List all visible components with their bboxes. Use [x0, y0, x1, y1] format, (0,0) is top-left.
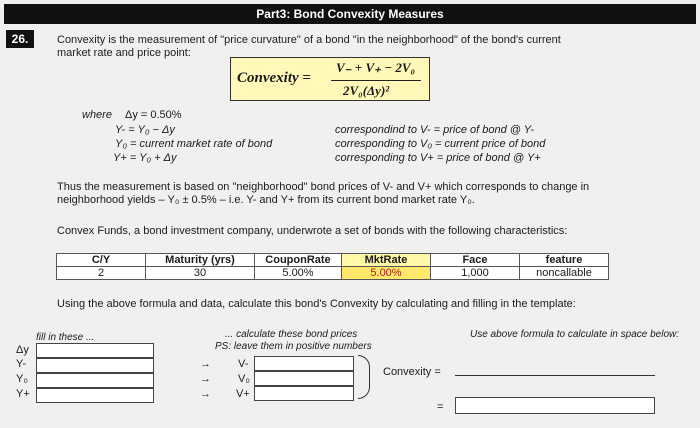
convexity-work-line [455, 375, 655, 376]
vminus-input[interactable] [254, 356, 354, 371]
header-coupon: CouponRate [255, 254, 342, 267]
arrow-right-icon: → [200, 358, 211, 370]
arrow-right-icon: → [200, 373, 211, 385]
cell-mktrate: 5.00% [342, 267, 431, 280]
dy-input[interactable] [36, 343, 154, 358]
cell-feature: noncallable [520, 267, 609, 280]
fill-note: fill in these ... [36, 332, 95, 343]
def-yminus: Y- = Y₀ − Δy [115, 124, 175, 136]
cell-maturity: 30 [146, 267, 255, 280]
where-label: where [82, 109, 112, 121]
convexity-formula [230, 57, 430, 101]
label-vminus: V- [238, 358, 249, 370]
formula-numerator: V₋ + V₊ − 2V₀ [336, 60, 416, 75]
fraction-bar [331, 80, 421, 81]
equals-sign: = [437, 401, 444, 413]
bond-characteristics-table [56, 253, 609, 280]
def-v0: corresponding to V₀ = current price of bond [335, 138, 546, 150]
yminus-input[interactable] [36, 358, 154, 373]
page-title: Part3: Bond Convexity Measures [4, 4, 696, 24]
y0-input[interactable] [36, 373, 154, 388]
right-brace [358, 355, 370, 399]
formula-denominator: 2V₀(Δy)² [343, 83, 390, 98]
yplus-input[interactable] [36, 388, 154, 403]
question-number: 26. [6, 30, 34, 48]
def-yplus: Y+ = Y₀ + Δy [113, 152, 177, 164]
label-vplus: V+ [236, 388, 250, 400]
header-maturity: Maturity (yrs) [146, 254, 255, 267]
convex-funds-text: Convex Funds, a bond investment company, underwrote a set of bonds with the following characteristics: [57, 225, 568, 237]
convexity-answer-input[interactable] [455, 397, 655, 414]
arrow-right-icon: → [200, 388, 211, 400]
formula-lhs: Convexity = [237, 70, 311, 86]
def-vplus: corresponding to V+ = price of bond @ Y+ [335, 152, 541, 164]
cell-face: 1,000 [431, 267, 520, 280]
label-yplus: Y+ [16, 388, 30, 400]
def-vminus: correspondind to V- = price of bond @ Y- [335, 124, 534, 136]
thus-line-1: Thus the measurement is based on "neighborhood" bond prices of V- and V+ which corresponds to change in [57, 181, 590, 193]
vplus-input[interactable] [254, 386, 354, 401]
calc-note-1: ... calculate these bond prices [225, 329, 358, 340]
def-dy: Δy = 0.50% [125, 109, 182, 121]
intro-line-2: market rate and price point: [57, 47, 191, 59]
use-note: Use above formula to calculate in space below: [470, 329, 680, 340]
v0-input[interactable] [254, 371, 354, 386]
header-cy: C/Y [57, 254, 146, 267]
instructions-text: Using the above formula and data, calculate this bond's Convexity by calculating and filling in the template: [57, 298, 576, 310]
label-y0: Y₀ [16, 373, 28, 385]
def-y0: Y₀ = current market rate of bond [115, 138, 273, 150]
table-header-row [57, 254, 609, 267]
header-face: Face [431, 254, 520, 267]
intro-line-1: Convexity is the measurement of "price curvature" of a bond "in the neighborhood" of the bond's current [57, 34, 561, 46]
header-feature: feature [520, 254, 609, 267]
label-dy: Δy [16, 344, 29, 356]
cell-cy: 2 [57, 267, 146, 280]
label-yminus: Y- [16, 358, 26, 370]
label-v0: V₀ [238, 373, 250, 385]
calc-note-2: PS: leave them in positive numbers [215, 341, 372, 352]
table-row [57, 267, 609, 280]
thus-line-2: neighborhood yields – Y₀ ± 0.5% – i.e. Y- and Y+ from its current bond market rate Y₀. [57, 194, 475, 206]
convexity-label: Convexity = [383, 366, 441, 378]
header-mktrate: MktRate [342, 254, 431, 267]
cell-coupon: 5.00% [255, 267, 342, 280]
